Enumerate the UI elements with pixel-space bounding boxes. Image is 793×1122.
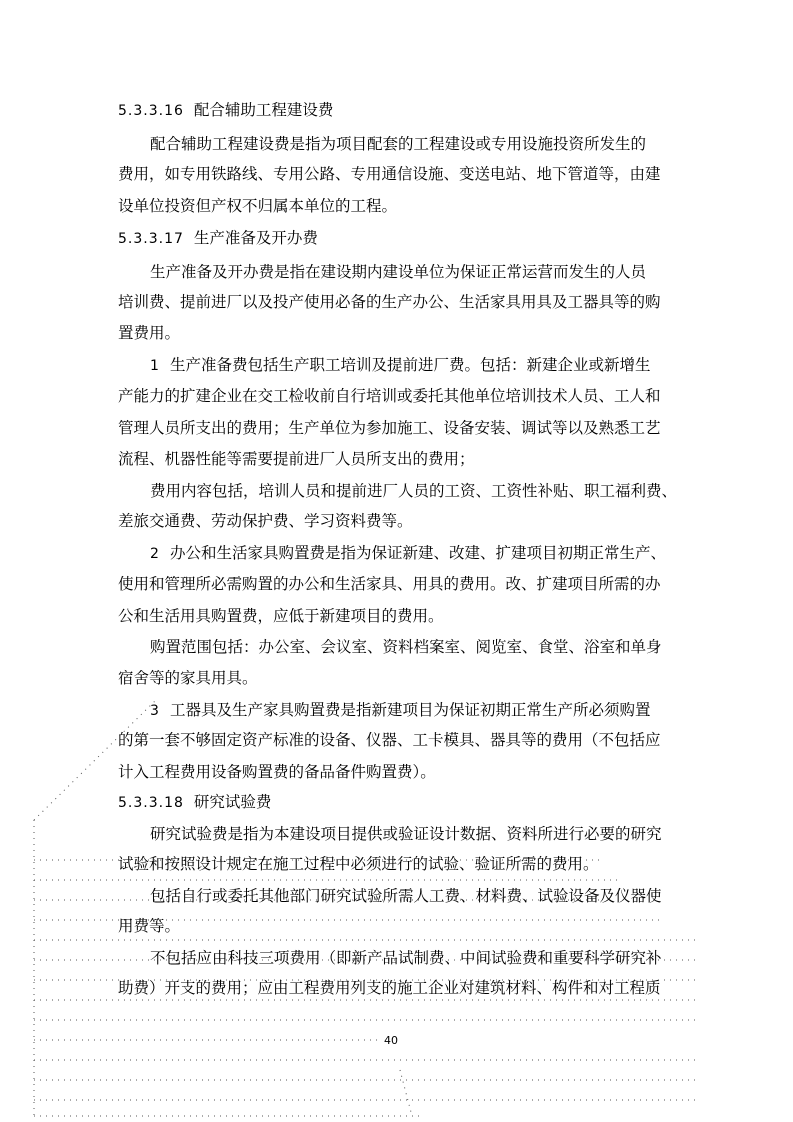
list-item-3 <box>150 700 651 721</box>
section-number: 5.3.3.16 <box>118 103 184 119</box>
item-text: 工器具及生产家具购置费是指新建项目为保证初期正常生产所必须购置 <box>170 701 651 719</box>
paragraph-line: 宿舍等的家具用具。 <box>118 669 258 687</box>
paragraph-line: 公和生活用具购置费，应低于新建项目的费用。 <box>118 607 444 625</box>
paragraph-line: 包括自行或委托其他部门研究试验所需人工费、材料费、试验设备及仪器使 <box>150 887 662 905</box>
paragraph-line: 助费）开支的费用；应由工程费用列支的施工企业对建筑材料、构件和对工程质 <box>118 979 661 997</box>
section-heading-18 <box>118 792 271 813</box>
dot-line <box>400 1070 412 1116</box>
paragraph-line: 的第一套不够固定资产标准的设备、仪器、工卡模具、器具等的费用（不包括应 <box>118 731 661 749</box>
paragraph-line: 管理人员所支出的费用；生产单位为参加施工、设备安装、调试等以及熟悉工艺 <box>118 419 661 437</box>
section-number: 5.3.3.17 <box>118 231 184 247</box>
paragraph-line: 计入工程费用设备购置费的备品备件购置费）。 <box>118 763 436 781</box>
paragraph-line: 生产准备及开办费是指在建设期内建设单位为保证正常运营而发生的人员 <box>150 263 647 281</box>
section-number: 5.3.3.18 <box>118 795 184 811</box>
section-title: 配合辅助工程建设费 <box>193 101 334 119</box>
item-text: 办公和生活家具购置费是指为保证新建、改建、扩建项目初期正常生产、 <box>170 544 667 562</box>
list-item-2 <box>150 543 666 564</box>
section-heading-17 <box>118 228 318 249</box>
section-title: 研究试验费 <box>193 793 272 811</box>
paragraph-line: 研究试验费是指为本建设项目提供或验证设计数据、资料所进行必要的研究 <box>150 825 662 843</box>
paragraph-line: 流程、机器性能等需要提前进厂人员所支出的费用； <box>118 450 475 468</box>
paragraph-line: 费用内容包括，培训人员和提前进厂人员的工资、工资性补贴、职工福利费、 <box>150 482 678 500</box>
paragraph-line: 差旅交通费、劳动保护费、学习资料费等。 <box>118 512 413 530</box>
paragraph-line: 用费等。 <box>118 917 181 935</box>
paragraph-line: 不包括应由科技三项费用（即新产品试制费、中间试验费和重要科学研究补 <box>150 949 662 967</box>
paragraph-line: 配合辅助工程建设费是指为项目配套的工程建设或专用设施投资所发生的 <box>150 135 647 153</box>
paragraph-line: 置费用。 <box>118 324 181 342</box>
paragraph-line: 设单位投资但产权不归属本单位的工程。 <box>118 197 398 215</box>
paragraph-line: 培训费、提前进厂以及投产使用必备的生产办公、生活家具用具及工器具等的购 <box>118 293 661 311</box>
list-item-1 <box>150 355 651 376</box>
section-title: 生产准备及开办费 <box>193 229 318 247</box>
paragraph-line: 购置范围包括：办公室、会议室、资料档案室、阅览室、食堂、浴室和单身 <box>150 638 662 656</box>
item-text: 生产准备费包括生产职工培训及提前进厂费。包括：新建企业或新增生 <box>170 356 651 374</box>
section-heading-16 <box>118 100 333 121</box>
paragraph-line: 费用，如专用铁路线、专用公路、专用通信设施、变送电站、地下管道等，由建 <box>118 165 661 183</box>
item-number: 3 <box>150 703 159 719</box>
item-number: 2 <box>150 546 159 562</box>
paragraph-line: 产能力的扩建企业在交工检收前自行培训或委托其他单位培训技术人员、工人和 <box>118 387 661 405</box>
paragraph-line: 试验和按照设计规定在施工过程中必须进行的试验、验证所需的费用。 <box>118 855 599 873</box>
page-number: 40 <box>384 1034 398 1047</box>
paragraph-line: 使用和管理所必需购置的办公和生活家具、用具的费用。改、扩建项目所需的办 <box>118 575 661 593</box>
item-number: 1 <box>150 358 159 374</box>
